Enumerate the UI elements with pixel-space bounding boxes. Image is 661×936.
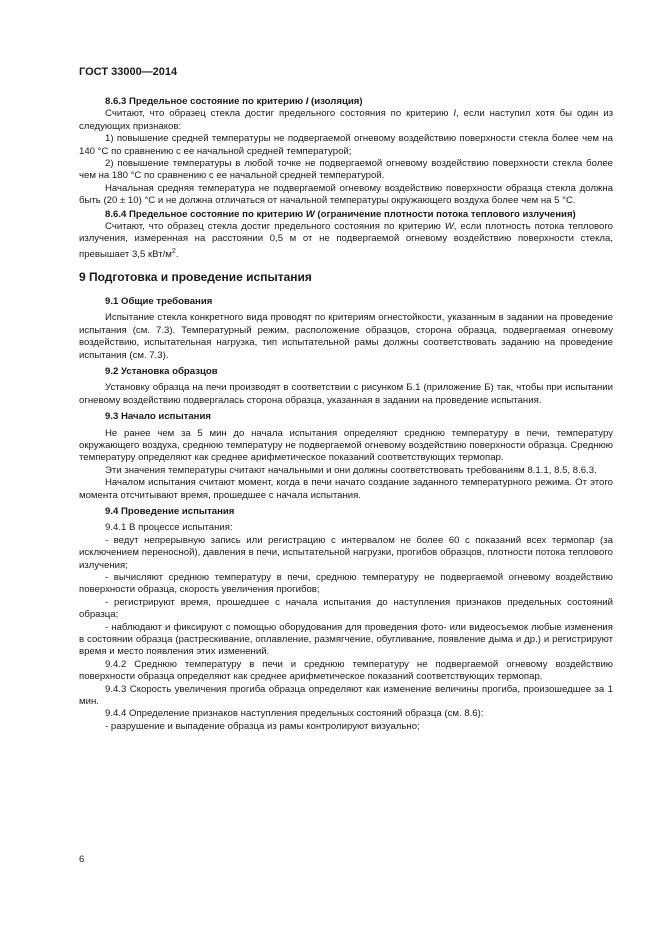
section-9-3-para-2: Эти значения температуры считают начальными и они должны соответствовать требованиям 8.1.1, 8.5, 8.6.3. [105,464,597,476]
section-9-3-para-3: Началом испытания считают момент, когда в печи начато создание заданного температурного режима. От этого момента отсчитывают время, прошедшее с начала испытания. [79,477,613,501]
section-9-2-para-1: Установку образца на печи производят в соответствии с рисунком Б.1 (приложение Б) так, чтобы при испытании огневому воздействию подвергалась сторона образца, указанная в задании на проведение испытания. [79,382,613,406]
section-9-1-para-1: Испытание стекла конкретного вида проводят по критериям огнестойкости, указанным в задании на проведение испытания (см. 7.3). Температурный режим, расположение образцов, сторона образца, подвергаемая огневому воздействию, испытательная нагрузка, тип испытательной рамы должны соответствовать заданию на проведение испытания (см. 7.3). [79,312,613,361]
section-8-6-3-item-1: 1) повышение средней температуры не подвергаемой огневому воздействию поверхности стекла более чем на 140 °С по сравнению с ее начальной средней температурой; [79,133,613,157]
section-9-4-2-para: 9.4.2 Среднюю температуру в печи и среднюю температуру не подвергаемой огневому воздействию поверхности образца определяют как среднее арифметическое показаний соответствующих термопар. [79,658,613,683]
section-8-6-3-item-2: 2) повышение температуры в любой точке не подвергаемой огневому воздействию поверхности стекла более чем на 180 °С по сравнению с ее начальной средней температурой. [79,158,613,182]
section-9-3-title: 9.3 Начало испытания [105,411,211,423]
section-9-4-1-item-3: - регистрируют время, прошедшее с начала испытания до наступления признаков предельных состояний образца; [79,596,613,621]
section-9-4-1-item-4: - наблюдают и фиксируют с помощью оборудования для проведения фото- или видеосъемок любые изменения в состоянии образца (растрескивание, оплавление, размягчение, обугливание, появление дыма и др.) и регистрируют время и место появления этих изменений. [79,621,613,658]
section-9-1-title: 9.1 Общие требования [105,295,213,307]
section-9-4-title: 9.4 Проведение испытания [105,505,235,517]
section-8-6-3-para-2: Начальная средняя температура не подвергаемой огневому воздействию поверхности образца стекла должна быть (20 ± 10) °С и не должна отличаться от начальной температуры окружающего воздуха более чем на 5 °С. [79,182,613,207]
section-9-4-4-item-1: - разрушение и выпадение образца из рамы контролируют визуально; [105,720,420,732]
section-9-2-title: 9.2 Установка образцов [105,365,218,377]
section-8-6-4-title: 8.6.4 Предельное состояние по критерию W (ограничение плотности потока теплового излучения) [105,208,576,220]
section-8-6-4-para-1: Считают, что образец стекла достиг предельного состояния по критерию W, если плотность потока теплового излучения, измеренная на расстоянии 0,5 м от не подвергаемой огневому воздействию поверхности стекла, превышает 3,5 кВт/$м^2$. [79,221,613,261]
section-9-4-1-intro: 9.4.1 В процессе испытания: [105,522,233,534]
document-header: ГОСТ 33000—2014 [79,66,178,78]
section-9-4-4-intro: 9.4.4 Определение признаков наступления предельных состояний образца (см. 8.6): [105,708,484,720]
section-9-3-para-1: Не ранее чем за 5 мин до начала испытания определяют среднюю температуру в печи, температуру окружающего воздуха, среднюю температуру не подвергаемой огневому воздействию поверхности образца. Среднюю температуру определяют как среднее арифметическое показаний соответствующих термопар. [79,427,613,464]
section-9-4-1-item-1: - ведут непрерывную запись или регистрацию с интервалом не более 60 с показаний всех термопар (за исключением переносной), давления в печи, испытательной нагрузки, прогибов образцов, плотности потока теплового излучения; [79,534,613,571]
section-8-6-3-title: 8.6.3 Предельное состояние по критерию I (изоляция) [105,96,363,107]
page-number: 6 [79,854,85,865]
section-9-4-3-para: 9.4.3 Скорость увеличения прогиба образца определяют как изменение величины прогиба, произошедшее за 1 мин. [79,683,613,708]
document-body [79,96,613,733]
section-9-4-1-item-2: - вычисляют среднюю температуру в печи, среднюю температуру не подвергаемой огневому воздействию поверхности образца, скорость увеличения прогибов; [79,572,613,596]
section-8-6-3-para-1: Считают, что образец стекла достиг предельного состояния по критерию I, если наступил хотя бы один из следующих признаков: [79,108,614,132]
section-9-title: 9 Подготовка и проведение испытания [79,270,312,285]
